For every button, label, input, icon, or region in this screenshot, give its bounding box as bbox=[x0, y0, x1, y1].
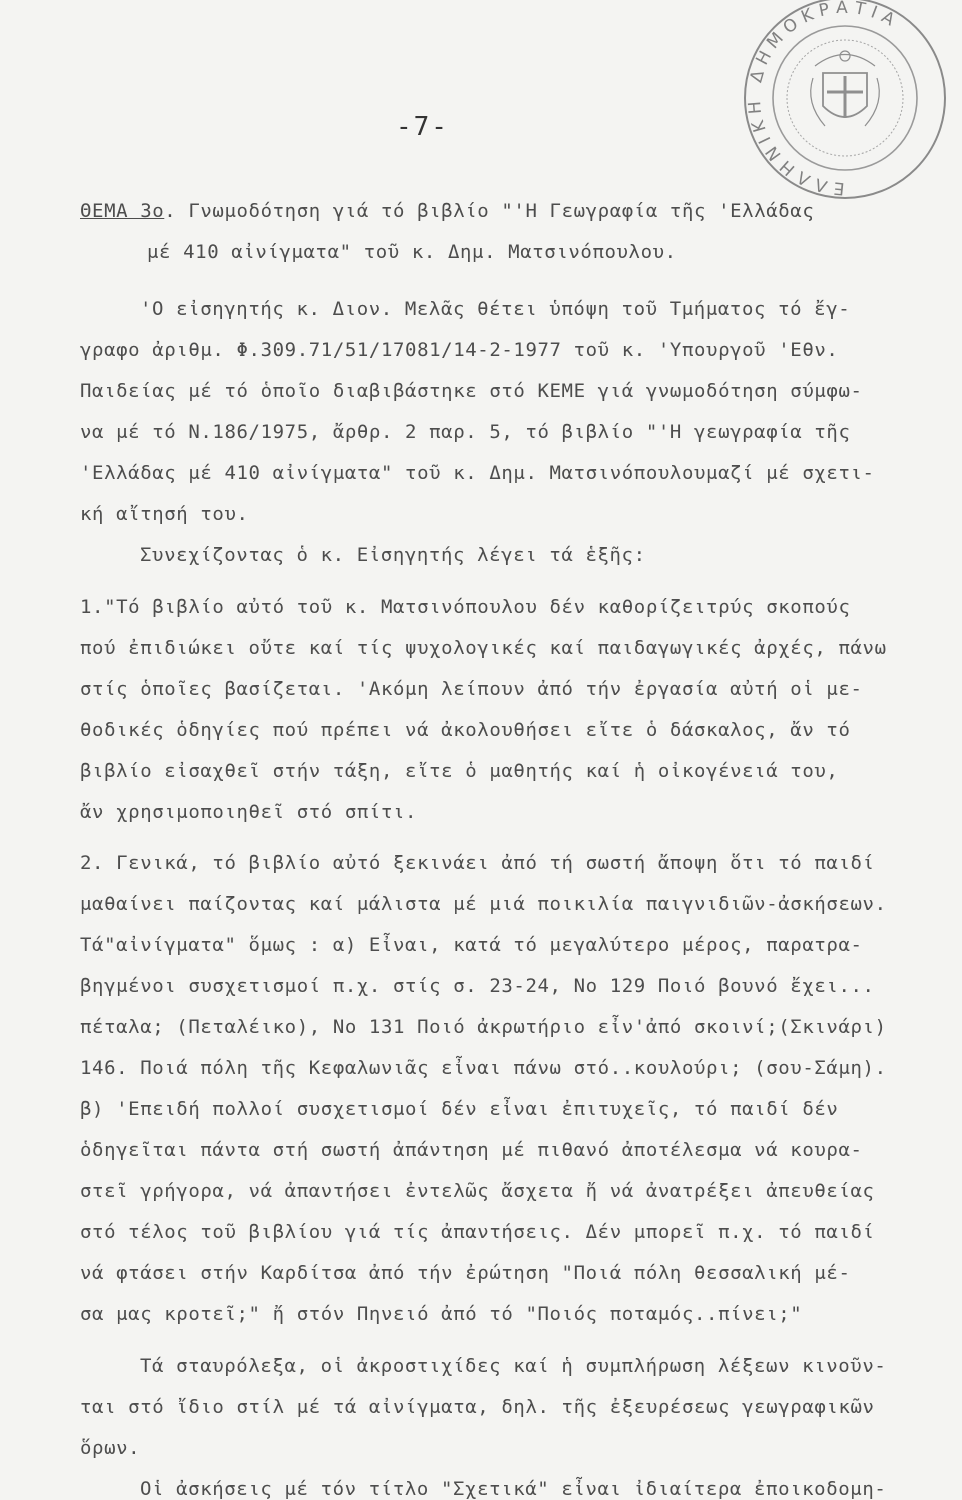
text-line: κή αἴτησή του. bbox=[80, 503, 249, 525]
official-seal-stamp bbox=[735, 0, 955, 203]
page-number: -7- bbox=[396, 112, 449, 142]
coat-of-arms-icon bbox=[811, 51, 880, 126]
text-line: Παιδείας μέ τό ὁποῖο διαβιβάστηκε στό ΚΕΜΕ γιά γνωμοδότηση σύμφω- bbox=[80, 380, 863, 402]
text-line: β) 'Επειδή πολλοί συσχετισμοί δέν εἶναι ἐπιτυχεῖς, τό παιδί δέν bbox=[80, 1098, 839, 1120]
text-line: νά φτάσει στήν Καρδίτσα ἀπό τήν ἐρώτηση "Ποιά πόλη θεσσαλική μέ- bbox=[80, 1262, 851, 1284]
text-line: βιβλίο εἰσαχθεῖ στήν τάξη, εἴτε ὁ μαθητής καί ἡ οἰκογένειά του, bbox=[80, 760, 839, 782]
text-line: Τά"αἰνίγματα" ὅμως : α) Εἶναι, κατά τό μεγαλύτερο μέρος, παρατρα- bbox=[80, 934, 863, 956]
text-line: ται στό ἴδιο στίλ μέ τά αἰνίγματα, δηλ. τῆς ἐξευρέσεως γεωγραφικῶν bbox=[80, 1396, 875, 1418]
text-line: στό τέλος τοῦ βιβλίου γιά τίς ἀπαντήσεις. Δέν μπορεῖ π.χ. τό παιδί bbox=[80, 1221, 875, 1243]
text-line: βηγμένοι συσχετισμοί π.χ. στίς σ. 23-24, Νο 129 Ποιό βουνό ἔχει... bbox=[80, 975, 875, 997]
topic-heading-line-1 bbox=[80, 200, 814, 222]
text-line: 146. Ποιά πόλη τῆς Κεφαλωνιᾶς εἶναι πάνω στό..κουλούρι; (σου-Σάμη). bbox=[80, 1057, 887, 1079]
text-line: 2. Γενικά, τό βιβλίο αὐτό ξεκινάει ἀπό τή σωστή ἄποψη ὅτι τό παιδί bbox=[80, 852, 875, 874]
text-line: 'Ελλάδας μέ 410 αἰνίγματα" τοῦ κ. Δημ. Ματσινόπουλουμαζί μέ σχετι- bbox=[80, 462, 875, 484]
text-line: σα μας κροτεῖ;" ἤ στόν Πηνειό ἀπό τό "Ποιός ποταμός..πίνει;" bbox=[80, 1303, 803, 1325]
text-line: ὁδηγεῖται πάντα στή σωστή ἀπάντηση μέ πιθανό ἀποτέλεσμα νά κουρα- bbox=[80, 1139, 863, 1161]
text-line: μαθαίνει παίζοντας καί μάλιστα μέ μιά ποικιλία παιγνιδιῶν-ἀσκήσεων. bbox=[80, 893, 887, 915]
text-line: πού ἐπιδιώκει οὔτε καί τίς ψυχολογικές καί παιδαγωγικές ἀρχές, πάνω bbox=[80, 637, 887, 659]
text-line: γραφο ἀριθμ. Φ.309.71/51/17081/14-2-1977 τοῦ κ. 'Υπουργοῦ 'Εθν. bbox=[80, 339, 839, 361]
topic-label: ΘΕΜΑ 3ο bbox=[80, 200, 165, 222]
text-line: πέταλα; (Πεταλέικο), Νο 131 Ποιό ἀκρωτήριο εἶν'ἀπό σκοινί;(Σκινάρι) bbox=[80, 1016, 887, 1038]
text-line: Συνεχίζοντας ὁ κ. Εἰσηγητής λέγει τά ἑξῆς: bbox=[140, 544, 646, 566]
topic-title: . Γνωμοδότηση γιά τό βιβλίο "'Η Γεωγραφία τῆς 'Ελλάδας bbox=[164, 200, 815, 222]
text-line: Οἱ ἀσκήσεις μέ τόν τίτλο "Σχετικά" εἶναι ἰδιαίτερα ἐποικοδομη- bbox=[140, 1478, 887, 1500]
topic-heading-line-2: μέ 410 αἰνίγματα" τοῦ κ. Δημ. Ματσινόπουλου. bbox=[147, 241, 677, 263]
text-line: Τά σταυρόλεξα, οἱ ἀκροστιχίδες καί ἡ συμπλήρωση λέξεων κινοῦν- bbox=[140, 1355, 887, 1377]
text-line: στεῖ γρήγορα, νά ἀπαντήσει ἐντελῶς ἄσχετα ἤ νά ἀνατρέξει ἀπευθείας bbox=[80, 1180, 875, 1202]
text-line: θοδικές ὁδηγίες πού πρέπει νά ἀκολουθήσει εἴτε ὁ δάσκαλος, ἄν τό bbox=[80, 719, 851, 741]
text-line: 'Ο εἰσηγητής κ. Διον. Μελᾶς θέτει ὑπόψη τοῦ Τμήματος τό ἔγ- bbox=[140, 298, 851, 320]
stamp-ring-text: ΕΛΛΗΝΙΚΗ ΔΗΜΟΚΡΑΤΙΑ bbox=[744, 0, 904, 199]
text-line: ὅρων. bbox=[80, 1437, 141, 1459]
text-line: ἄν χρησιμοποιηθεῖ στό σπίτι. bbox=[80, 801, 418, 823]
text-line: να μέ τό Ν.186/1975, ἄρθρ. 2 παρ. 5, τό βιβλίο "'Η γεωγραφία τῆς bbox=[80, 421, 851, 443]
text-line: στίς ὁποῖες βασίζεται. 'Ακόμη λείπουν ἀπό τήν ἐργασία αὐτή οἱ με- bbox=[80, 678, 863, 700]
text-line: 1."Τό βιβλίο αὐτό τοῦ κ. Ματσινόπουλου δέν καθορίζειτρύς σκοπούς bbox=[80, 596, 851, 618]
